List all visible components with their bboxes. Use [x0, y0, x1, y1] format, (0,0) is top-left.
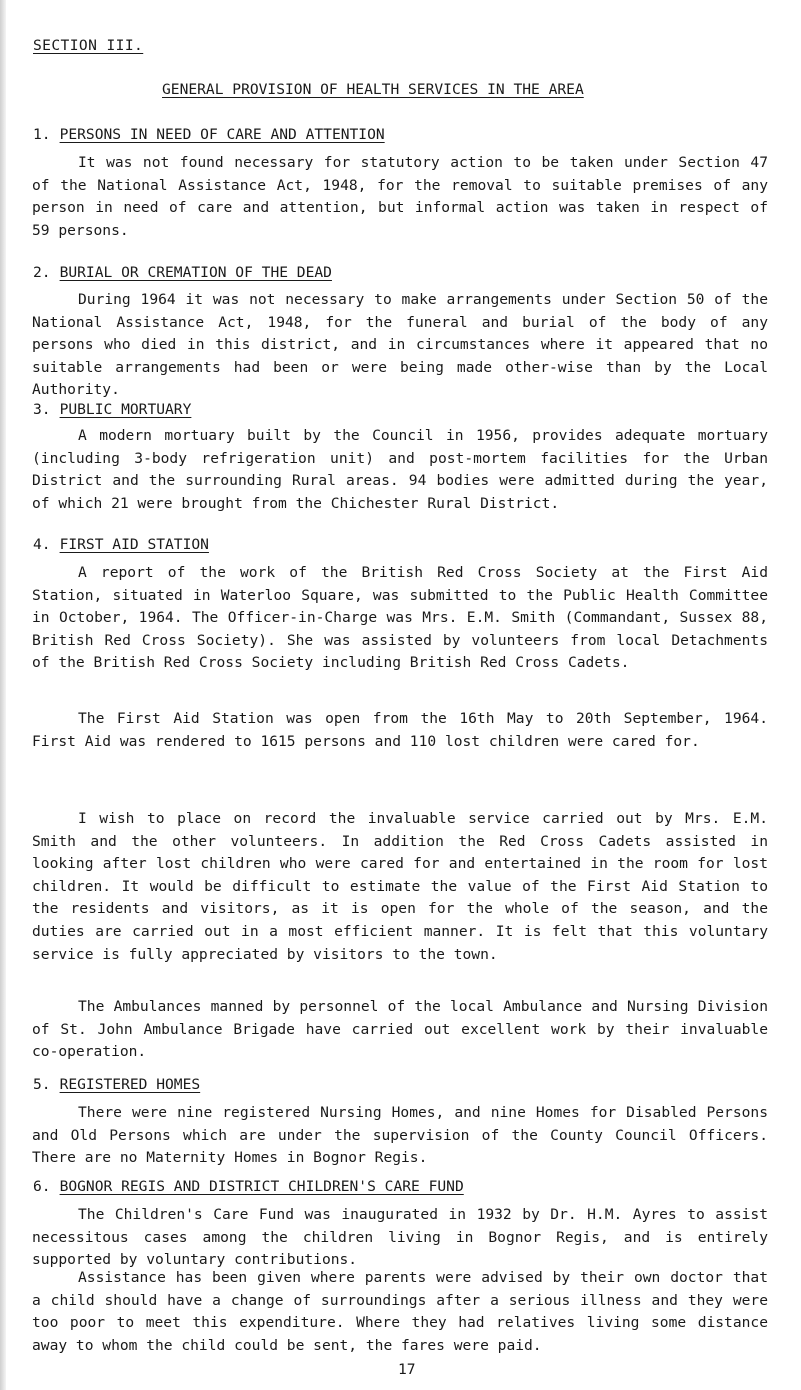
paragraph-ambulances: The Ambulances manned by personnel of the local Ambulance and Nursing Division of St. John Ambulance Brigade have carried out excellent work by their invaluable co-operation.	[32, 998, 768, 1061]
paragraph-persons-in-need: It was not found necessary for statutory action to be taken under Section 47 of the National Assistance Act, 1948, for the removal to suitable premises of any person in need of care and attention, but informal action was taken in respect of 59 persons.	[32, 154, 768, 239]
paragraph-public-mortuary: A modern mortuary built by the Council in 1956, provides adequate mortuary (including 3-body refrigeration unit) and post-mortem facilities for the Urban District and the surrounding Rural areas. 94 bodies were admitted during the year, of which 21 were brought from the Chichester Rural District.	[32, 427, 768, 512]
section-label: SECTION III.	[33, 37, 144, 54]
heading-registered-homes	[33, 1074, 200, 1097]
paragraph-care-fund-origin: The Children's Care Fund was inaugurated in 1932 by Dr. H.M. Ayres to assist necessitous cases among the children living in Bognor Regis, and is entirely supported by voluntary contributions.	[32, 1206, 768, 1269]
heading-childrens-care-fund	[33, 1176, 464, 1199]
paragraph-care-fund-assistance: Assistance has been given where parents were advised by their own doctor that a child should have a change of surroundings after a serious illness and they were too poor to meet this expenditure. Where they had relatives living some distance away to whom the child could be sent, the fares were paid.	[32, 1269, 768, 1354]
heading-number: 6.	[33, 1178, 51, 1195]
heading-number: 4.	[33, 536, 51, 553]
paragraph-station-opening: The First Aid Station was open from the 16th May to 20th September, 1964. First Aid was rendered to 1615 persons and 110 lost children were cared for.	[32, 710, 768, 750]
heading-number: 1.	[33, 126, 51, 143]
paragraph-burial-or-cremation: During 1964 it was not necessary to make arrangements under Section 50 of the National Assistance Act, 1948, for the funeral and burial of the body of any persons who died in this district, and in circumstances where it appeared that no suitable arrangements had been or were being made other-wise than by the Local Authority.	[32, 291, 768, 399]
paragraph-volunteer-service: I wish to place on record the invaluable service carried out by Mrs. E.M. Smith and the other volunteers. In addition the Red Cross Cadets assisted in looking after lost children who were cared for and entertained in the room for lost children. It would be difficult to estimate the value of the First Aid Station to the residents and visitors, as it is open for the whole of the season, and the duties are carried out in a most efficient manner. It is felt that this voluntary service is fully appreciated by visitors to the town.	[32, 810, 768, 963]
paragraph-red-cross-report: A report of the work of the British Red Cross Society at the First Aid Station, situated in Waterloo Square, was submitted to the Public Health Committee in October, 1964. The Officer-in-Charge was Mrs. E.M. Smith (Commandant, Sussex 88, British Red Cross Society). She was assisted by volunteers from local Detachments of the British Red Cross Society including British Red Cross Cadets.	[32, 564, 768, 672]
page-number: 17	[398, 1361, 416, 1378]
heading-number: 5.	[33, 1076, 51, 1093]
heading-first-aid-station	[33, 534, 209, 557]
heading-public-mortuary	[33, 399, 191, 422]
page-title: GENERAL PROVISION OF HEALTH SERVICES IN THE AREA	[162, 81, 584, 98]
heading-text: FIRST AID STATION	[59, 536, 209, 553]
heading-text: REGISTERED HOMES	[59, 1076, 201, 1093]
heading-number: 3.	[33, 401, 51, 418]
scan-edge-shadow	[0, 0, 6, 1390]
heading-text: BOGNOR REGIS AND DISTRICT CHILDREN'S CARE FUND	[59, 1178, 464, 1195]
heading-burial-or-cremation	[33, 262, 332, 285]
heading-persons-in-need	[33, 124, 385, 147]
heading-text: PERSONS IN NEED OF CARE AND ATTENTION	[59, 126, 385, 143]
paragraph-registered-homes: There were nine registered Nursing Homes, and nine Homes for Disabled Persons and Old Persons which are under the supervision of the County Council Officers. There are no Maternity Homes in Bognor Regis.	[32, 1104, 768, 1167]
heading-text: PUBLIC MORTUARY	[59, 401, 192, 418]
heading-text: BURIAL OR CREMATION OF THE DEAD	[59, 264, 332, 281]
heading-number: 2.	[33, 264, 51, 281]
